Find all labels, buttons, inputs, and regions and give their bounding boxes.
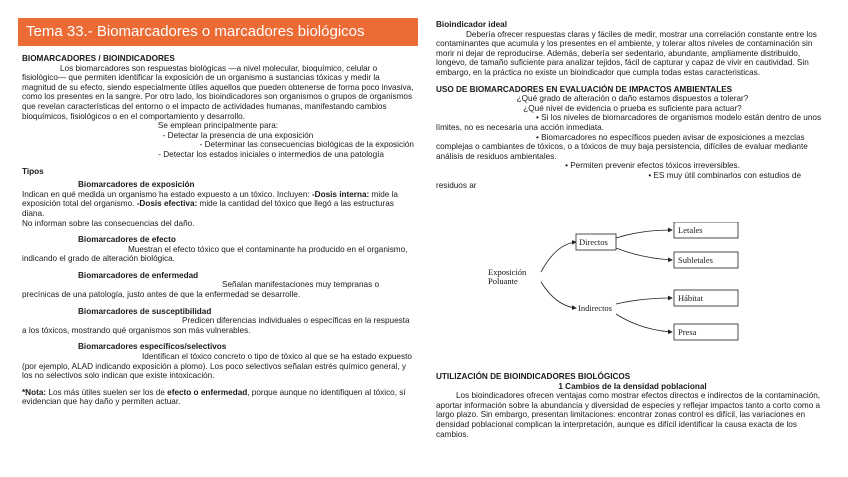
arrow-to-presa <box>616 314 672 332</box>
susceptibility-paragraph: Predicen diferencias individuales o específicas en la respuesta a los tóxicos, mostrando qué organismos son más vulnerables. <box>22 316 410 335</box>
left-column <box>22 54 414 407</box>
arrow-to-habitat <box>616 298 672 304</box>
dosis-efectiva-text: mide la cantidad del tóxico que llegó a las estructuras diana. <box>22 199 394 218</box>
note-bold: efecto o enfermedad <box>167 387 248 397</box>
note-text: Los más útiles suelen ser los de <box>46 387 168 397</box>
diagram-source: Exposición Poluante <box>488 267 527 286</box>
diagram-directos: Directos <box>579 237 608 247</box>
exposure-paragraph <box>22 190 414 219</box>
diagram-lines <box>436 222 836 357</box>
utilization-paragraph: Los bioindicadores ofrecen ventajas como mostrar efectos directos e indirectos de la contaminación, aportar información sobre la abundancia y diversidad de especies y reflejar impactos tanto a corto como a largo plazo. Sin embargo, presentan limitaciones: encontrar zonas control es difícil, las variaciones en densidad poblacional complican la interpretación, aunque es difícil identificar la causa exacta de los cambios. <box>436 391 821 439</box>
utilization-heading: UTILIZACIÓN DE BIOINDICADORES BIOLÓGICOS <box>436 372 631 381</box>
disease-heading: Biomarcadores de enfermedad <box>78 270 199 280</box>
bullet-item: • Biomarcadores no específicos pueden avisar de exposiciones a mezclas complejas o cambiantes de tóxicos, o a tóxicos de muy baja persistencia, difíciles de evaluar mediante análisis de residuos ambientales. <box>436 132 808 161</box>
bullet-item: • Permiten prevenir efectos tóxicos irreversibles. <box>565 161 740 171</box>
specific-heading: Biomarcadores específicos/selectivos <box>78 342 227 352</box>
uses-intro: Se emplean principalmente para: <box>157 121 279 131</box>
exposure-heading: Biomarcadores de exposición <box>78 180 195 190</box>
right-column <box>436 20 829 190</box>
susceptibility-heading: Biomarcadores de susceptibilidad <box>78 306 212 316</box>
tipos-heading: Tipos <box>22 166 44 176</box>
specific-paragraph: Identifican el tóxico concreto o tipo de tóxico al que se ha estado expuesto (por ejemplo, ALAD indicando exposición a plomo). Los poco selectivos señalan estrés químico general, y los no selectivos solo indican que existe intoxicación. <box>22 352 412 381</box>
dosis-interna-label: -Dosis interna: <box>311 189 370 199</box>
arrow-to-subletales <box>616 248 672 260</box>
question: ¿Qué grado de alteración o daño estamos dispuestos a tolerar? <box>516 94 749 104</box>
use-item: - Detectar los estados iniciales o intermedios de una patología <box>158 149 384 159</box>
diagram-indirectos: Indirectos <box>578 303 612 313</box>
dosis-interna-text: mide la exposición total del organismo. <box>22 189 398 209</box>
effect-paragraph: Muestran el efecto tóxico que el contaminante ha producido en el organismo, indicando el grado de alteración biológica. <box>22 244 408 264</box>
utilization-section <box>436 372 829 439</box>
diagram-presa: Presa <box>678 327 697 337</box>
bullet-item: • ES muy útil combinarlos con estudios de <box>648 170 801 180</box>
diagram-habitat: Hábitat <box>678 293 704 303</box>
exposure-text: Indican en qué medida un organismo ha estado expuesto a un tóxico. Incluyen: <box>22 189 310 199</box>
page-title: Tema 33.- Biomarcadores o marcadores biológicos <box>18 18 418 46</box>
ideal-heading: Bioindicador ideal <box>436 20 507 29</box>
arrow-to-indirectos <box>541 282 576 308</box>
effects-diagram <box>436 222 836 357</box>
arrow-to-letales <box>616 230 672 238</box>
intro-paragraph: Los biomarcadores son respuestas biológicas —a nivel molecular, bioquímico, celular o fisiológico— que permiten identificar la exposición de un organismo a sustancias tóxicas y medir la magnitud de su efecto, siendo especialmente útiles aquellos que pueden obtenerse de forma poco invasiva, como los presentes en la sangre. Por otro lado, los bioindicadores son organismos o grupos de organismos que revelan características del entorno o el impacto de actividades humanas, manifestando cambios bioquímicos, fisiológicos o en el comportamiento y desarrollo. <box>22 63 414 121</box>
note-paragraph <box>22 388 414 407</box>
use-item: - Determinar las consecuencias biológicas de la exposición <box>199 140 414 150</box>
note-label: *Nota: <box>22 387 47 397</box>
use-item: - Detectar la presencia de una exposición <box>162 130 314 140</box>
bullet-tail: residuos ar <box>436 180 477 190</box>
diagram-letales: Letales <box>678 225 703 235</box>
ideal-paragraph: Debería ofrecer respuestas claras y fáciles de medir, mostrar una correlación constante entre los contaminantes que acumula y los presentes en el ambiente, y tolerar altos niveles de contaminación sin morir ni dejar de reproducirse. Además, debería ser sedentario, abundante, ampliamente distribuido, longevo, de tamaño suficiente para analizar tejidos, fácil de capturar y capaz de vivir en cautividad. Sin embargo, en la práctica no existe un bioindicador que cumpla todas estas caracteristicas. <box>436 29 817 77</box>
exposure-note: No informan sobre las consecuencias del daño. <box>22 218 195 228</box>
section-heading-biomarcadores: BIOMARCADORES / BIOINDICADORES <box>22 54 175 63</box>
effect-heading: Biomarcadores de efecto <box>78 235 176 245</box>
disease-paragraph: Señalan manifestaciones muy tempranas o precínicas de una patología, justo antes de que la enfermedad se desarrolle. <box>22 280 380 300</box>
diagram-subletales: Subletales <box>678 255 713 265</box>
utilization-subheading: 1 Cambios de la densidad poblacional <box>558 381 707 391</box>
note-text: , porque aunque no identifiquen al tóxico, sí evidencian que hay daño y permiten actuar. <box>22 387 406 407</box>
bullet-item: • Si los niveles de biomarcadores de organismos modelo están dentro de unos límites, no es necesaria una acción inmediata. <box>436 113 822 132</box>
question: ¿Qué nivel de evidencia o prueba es suficiente para actuar? <box>523 103 742 113</box>
arrow-to-directos <box>541 242 576 272</box>
dosis-efectiva-label: -Dosis efectiva: <box>136 199 198 209</box>
uso-heading: USO DE BIOMARCADORES EN EVALUACIÓN DE IMPACTOS AMBIENTALES <box>436 84 733 94</box>
